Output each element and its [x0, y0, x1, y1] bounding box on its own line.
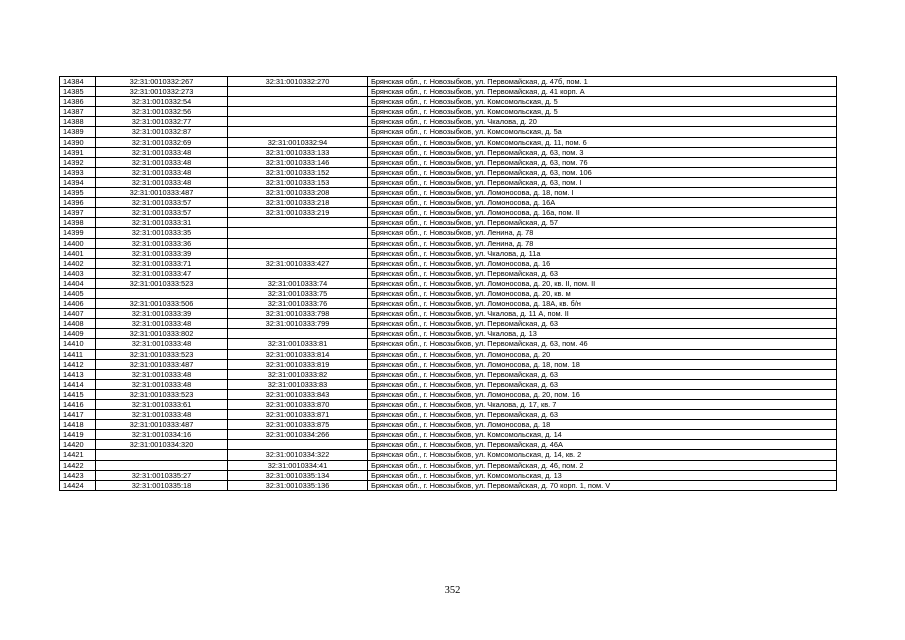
address-cell: Брянская обл., г. Новозыбков, ул. Чкалова, д. 11 А, пом. II [368, 309, 837, 319]
premises-cadastral-number-cell: 32:31:0010333:133 [228, 147, 368, 157]
cadastral-number-cell: 32:31:0010333:487 [96, 420, 228, 430]
premises-cadastral-number-cell: 32:31:0010333:875 [228, 420, 368, 430]
cadastral-number-cell: 32:31:0010333:48 [96, 177, 228, 187]
row-number-cell: 14388 [60, 117, 96, 127]
cadastral-number-cell: 32:31:0010333:48 [96, 339, 228, 349]
cadastral-number-cell: 32:31:0010333:39 [96, 248, 228, 258]
address-cell: Брянская обл., г. Новозыбков, ул. Первомайская, д. 46А [368, 440, 837, 450]
row-number-cell: 14392 [60, 157, 96, 167]
registry-table-body [60, 77, 837, 491]
address-cell: Брянская обл., г. Новозыбков, ул. Комсомольская, д. 5а [368, 127, 837, 137]
cadastral-number-cell: 32:31:0010332:77 [96, 117, 228, 127]
premises-cadastral-number-cell: 32:31:0010334:322 [228, 450, 368, 460]
premises-cadastral-number-cell [228, 127, 368, 137]
row-number-cell: 14421 [60, 450, 96, 460]
address-cell: Брянская обл., г. Новозыбков, ул. Первомайская, д. 63 [368, 268, 837, 278]
table-row [60, 238, 837, 248]
row-number-cell: 14419 [60, 430, 96, 440]
premises-cadastral-number-cell [228, 117, 368, 127]
premises-cadastral-number-cell: 32:31:0010333:798 [228, 309, 368, 319]
address-cell: Брянская обл., г. Новозыбков, ул. Ломоносова, д. 18 [368, 420, 837, 430]
cadastral-number-cell: 32:31:0010333:36 [96, 238, 228, 248]
address-cell: Брянская обл., г. Новозыбков, ул. Ломоносова, д. 18А, кв. б/н [368, 299, 837, 309]
premises-cadastral-number-cell: 32:31:0010333:843 [228, 389, 368, 399]
cadastral-number-cell: 32:31:0010332:273 [96, 87, 228, 97]
row-number-cell: 14415 [60, 389, 96, 399]
table-row [60, 198, 837, 208]
row-number-cell: 14389 [60, 127, 96, 137]
premises-cadastral-number-cell: 32:31:0010333:81 [228, 339, 368, 349]
table-row [60, 420, 837, 430]
cadastral-number-cell [96, 460, 228, 470]
cadastral-number-cell: 32:31:0010333:48 [96, 319, 228, 329]
premises-cadastral-number-cell: 32:31:0010333:218 [228, 198, 368, 208]
cadastral-number-cell: 32:31:0010333:47 [96, 268, 228, 278]
table-row [60, 319, 837, 329]
premises-cadastral-number-cell: 32:31:0010333:146 [228, 157, 368, 167]
premises-cadastral-number-cell: 32:31:0010333:74 [228, 278, 368, 288]
address-cell: Брянская обл., г. Новозыбков, ул. Ломоносова, д. 20, кв. II, пом. II [368, 278, 837, 288]
premises-cadastral-number-cell: 32:31:0010333:819 [228, 359, 368, 369]
premises-cadastral-number-cell [228, 440, 368, 450]
premises-cadastral-number-cell: 32:31:0010332:94 [228, 137, 368, 147]
cadastral-number-cell: 32:31:0010334:320 [96, 440, 228, 450]
row-number-cell: 14412 [60, 359, 96, 369]
address-cell: Брянская обл., г. Новозыбков, ул. Чкалова, д. 20 [368, 117, 837, 127]
row-number-cell: 14424 [60, 480, 96, 490]
row-number-cell: 14391 [60, 147, 96, 157]
row-number-cell: 14407 [60, 309, 96, 319]
cadastral-number-cell: 32:31:0010332:87 [96, 127, 228, 137]
row-number-cell: 14397 [60, 208, 96, 218]
cadastral-number-cell: 32:31:0010333:523 [96, 278, 228, 288]
cadastral-number-cell: 32:31:0010333:48 [96, 410, 228, 420]
row-number-cell: 14385 [60, 87, 96, 97]
address-cell: Брянская обл., г. Новозыбков, ул. Комсомольская, д. 11, пом. 6 [368, 137, 837, 147]
cadastral-number-cell: 32:31:0010333:48 [96, 147, 228, 157]
table-row [60, 107, 837, 117]
table-row [60, 147, 837, 157]
table-row [60, 208, 837, 218]
address-cell: Брянская обл., г. Новозыбков, ул. Первомайская, д. 63, пом. 3 [368, 147, 837, 157]
table-row [60, 97, 837, 107]
cadastral-number-cell: 32:31:0010333:61 [96, 400, 228, 410]
table-row [60, 329, 837, 339]
address-cell: Брянская обл., г. Новозыбков, ул. Первомайская, д. 63, пом. 46 [368, 339, 837, 349]
row-number-cell: 14406 [60, 299, 96, 309]
address-cell: Брянская обл., г. Новозыбков, ул. Ломоносова, д. 16А [368, 198, 837, 208]
row-number-cell: 14395 [60, 188, 96, 198]
address-cell: Брянская обл., г. Новозыбков, ул. Первомайская, д. 63, пом. I [368, 177, 837, 187]
table-row [60, 430, 837, 440]
premises-cadastral-number-cell [228, 329, 368, 339]
premises-cadastral-number-cell: 32:31:0010332:270 [228, 77, 368, 87]
table-row [60, 309, 837, 319]
premises-cadastral-number-cell [228, 97, 368, 107]
row-number-cell: 14399 [60, 228, 96, 238]
address-cell: Брянская обл., г. Новозыбков, ул. Чкалова, д. 13 [368, 329, 837, 339]
row-number-cell: 14409 [60, 329, 96, 339]
table-row [60, 188, 837, 198]
address-cell: Брянская обл., г. Новозыбков, ул. Ломоносова, д. 18, пом. 18 [368, 359, 837, 369]
address-cell: Брянская обл., г. Новозыбков, ул. Первомайская, д. 63 [368, 369, 837, 379]
premises-cadastral-number-cell [228, 107, 368, 117]
address-cell: Брянская обл., г. Новозыбков, ул. Ломоносова, д. 20, пом. 16 [368, 389, 837, 399]
address-cell: Брянская обл., г. Новозыбков, ул. Ленина, д. 78 [368, 238, 837, 248]
address-cell: Брянская обл., г. Новозыбков, ул. Первомайская, д. 63 [368, 319, 837, 329]
row-number-cell: 14404 [60, 278, 96, 288]
address-cell: Брянская обл., г. Новозыбков, ул. Первомайская, д. 63 [368, 410, 837, 420]
cadastral-number-cell: 32:31:0010333:487 [96, 359, 228, 369]
table-row [60, 410, 837, 420]
premises-cadastral-number-cell: 32:31:0010333:427 [228, 258, 368, 268]
cadastral-number-cell: 32:31:0010333:48 [96, 369, 228, 379]
cadastral-number-cell: 32:31:0010332:69 [96, 137, 228, 147]
table-row [60, 299, 837, 309]
table-row [60, 359, 837, 369]
address-cell: Брянская обл., г. Новозыбков, ул. Комсомольская, д. 5 [368, 107, 837, 117]
row-number-cell: 14411 [60, 349, 96, 359]
table-row [60, 248, 837, 258]
address-cell: Брянская обл., г. Новозыбков, ул. Комсомольская, д. 13 [368, 470, 837, 480]
premises-cadastral-number-cell [228, 228, 368, 238]
premises-cadastral-number-cell: 32:31:0010333:75 [228, 288, 368, 298]
cadastral-number-cell: 32:31:0010333:802 [96, 329, 228, 339]
premises-cadastral-number-cell [228, 87, 368, 97]
cadastral-number-cell: 32:31:0010333:523 [96, 349, 228, 359]
row-number-cell: 14414 [60, 379, 96, 389]
premises-cadastral-number-cell: 32:31:0010333:799 [228, 319, 368, 329]
address-cell: Брянская обл., г. Новозыбков, ул. Первомайская, д. 63 [368, 379, 837, 389]
address-cell: Брянская обл., г. Новозыбков, ул. Ломоносова, д. 20, кв. м [368, 288, 837, 298]
premises-cadastral-number-cell: 32:31:0010333:219 [228, 208, 368, 218]
premises-cadastral-number-cell: 32:31:0010333:153 [228, 177, 368, 187]
address-cell: Брянская обл., г. Новозыбков, ул. Чкалова, д. 11а [368, 248, 837, 258]
cadastral-number-cell: 32:31:0010332:54 [96, 97, 228, 107]
cadastral-number-cell: 32:31:0010333:35 [96, 228, 228, 238]
table-row [60, 77, 837, 87]
cadastral-number-cell: 32:31:0010332:56 [96, 107, 228, 117]
table-row [60, 268, 837, 278]
premises-cadastral-number-cell: 32:31:0010334:266 [228, 430, 368, 440]
row-number-cell: 14386 [60, 97, 96, 107]
row-number-cell: 14402 [60, 258, 96, 268]
cadastral-number-cell: 32:31:0010333:523 [96, 389, 228, 399]
row-number-cell: 14423 [60, 470, 96, 480]
premises-cadastral-number-cell [228, 238, 368, 248]
premises-cadastral-number-cell: 32:31:0010333:871 [228, 410, 368, 420]
row-number-cell: 14413 [60, 369, 96, 379]
address-cell: Брянская обл., г. Новозыбков, ул. Ленина, д. 78 [368, 228, 837, 238]
row-number-cell: 14416 [60, 400, 96, 410]
page-number: 352 [444, 585, 461, 596]
address-cell: Брянская обл., г. Новозыбков, ул. Первомайская, д. 63, пом. 76 [368, 157, 837, 167]
row-number-cell: 14384 [60, 77, 96, 87]
table-row [60, 177, 837, 187]
cadastral-number-cell: 32:31:0010333:39 [96, 309, 228, 319]
address-cell: Брянская обл., г. Новозыбков, ул. Комсомольская, д. 14, кв. 2 [368, 450, 837, 460]
address-cell: Брянская обл., г. Новозыбков, ул. Первомайская, д. 46, пом. 2 [368, 460, 837, 470]
address-cell: Брянская обл., г. Новозыбков, ул. Комсомольская, д. 14 [368, 430, 837, 440]
row-number-cell: 14393 [60, 167, 96, 177]
row-number-cell: 14417 [60, 410, 96, 420]
table-row [60, 157, 837, 167]
cadastral-number-cell: 32:31:0010335:18 [96, 480, 228, 490]
row-number-cell: 14403 [60, 268, 96, 278]
premises-cadastral-number-cell: 32:31:0010333:76 [228, 299, 368, 309]
row-number-cell: 14396 [60, 198, 96, 208]
cadastral-number-cell: 32:31:0010333:48 [96, 167, 228, 177]
premises-cadastral-number-cell: 32:31:0010335:136 [228, 480, 368, 490]
table-row [60, 258, 837, 268]
address-cell: Брянская обл., г. Новозыбков, ул. Первомайская, д. 70 корп. 1, пом. V [368, 480, 837, 490]
premises-cadastral-number-cell: 32:31:0010335:134 [228, 470, 368, 480]
cadastral-number-cell: 32:31:0010333:57 [96, 208, 228, 218]
premises-cadastral-number-cell [228, 248, 368, 258]
address-cell: Брянская обл., г. Новозыбков, ул. Ломоносова, д. 20 [368, 349, 837, 359]
table-row [60, 440, 837, 450]
table-row [60, 369, 837, 379]
address-cell: Брянская обл., г. Новозыбков, ул. Ломоносова, д. 16а, пом. II [368, 208, 837, 218]
row-number-cell: 14394 [60, 177, 96, 187]
cadastral-number-cell: 32:31:0010333:48 [96, 379, 228, 389]
row-number-cell: 14405 [60, 288, 96, 298]
table-row [60, 87, 837, 97]
row-number-cell: 14401 [60, 248, 96, 258]
row-number-cell: 14418 [60, 420, 96, 430]
table-row [60, 218, 837, 228]
table-row [60, 127, 837, 137]
registry-table [59, 76, 837, 491]
address-cell: Брянская обл., г. Новозыбков, ул. Комсомольская, д. 5 [368, 97, 837, 107]
row-number-cell: 14400 [60, 238, 96, 248]
address-cell: Брянская обл., г. Новозыбков, ул. Чкалова, д. 17, кв. 7 [368, 400, 837, 410]
row-number-cell: 14387 [60, 107, 96, 117]
cadastral-number-cell: 32:31:0010335:27 [96, 470, 228, 480]
premises-cadastral-number-cell [228, 218, 368, 228]
cadastral-number-cell: 32:31:0010333:48 [96, 157, 228, 167]
premises-cadastral-number-cell: 32:31:0010333:870 [228, 400, 368, 410]
table-row [60, 339, 837, 349]
premises-cadastral-number-cell: 32:31:0010334:41 [228, 460, 368, 470]
table-row [60, 400, 837, 410]
cadastral-number-cell: 32:31:0010332:267 [96, 77, 228, 87]
premises-cadastral-number-cell: 32:31:0010333:82 [228, 369, 368, 379]
table-row [60, 389, 837, 399]
table-row [60, 288, 837, 298]
cadastral-number-cell: 32:31:0010333:506 [96, 299, 228, 309]
cadastral-number-cell [96, 288, 228, 298]
address-cell: Брянская обл., г. Новозыбков, ул. Первомайская, д. 47б, пом. 1 [368, 77, 837, 87]
cadastral-number-cell: 32:31:0010333:57 [96, 198, 228, 208]
address-cell: Брянская обл., г. Новозыбков, ул. Ломоносова, д. 16 [368, 258, 837, 268]
row-number-cell: 14422 [60, 460, 96, 470]
premises-cadastral-number-cell: 32:31:0010333:83 [228, 379, 368, 389]
row-number-cell: 14420 [60, 440, 96, 450]
table-row [60, 137, 837, 147]
address-cell: Брянская обл., г. Новозыбков, ул. Первомайская, д. 41 корп. А [368, 87, 837, 97]
row-number-cell: 14410 [60, 339, 96, 349]
table-row [60, 349, 837, 359]
cadastral-number-cell: 32:31:0010333:487 [96, 188, 228, 198]
cadastral-number-cell: 32:31:0010333:31 [96, 218, 228, 228]
table-row [60, 278, 837, 288]
premises-cadastral-number-cell: 32:31:0010333:208 [228, 188, 368, 198]
table-row [60, 117, 837, 127]
row-number-cell: 14390 [60, 137, 96, 147]
table-row [60, 379, 837, 389]
cadastral-number-cell: 32:31:0010334:16 [96, 430, 228, 440]
row-number-cell: 14408 [60, 319, 96, 329]
table-row [60, 470, 837, 480]
address-cell: Брянская обл., г. Новозыбков, ул. Первомайская, д. 57 [368, 218, 837, 228]
cadastral-number-cell: 32:31:0010333:71 [96, 258, 228, 268]
row-number-cell: 14398 [60, 218, 96, 228]
address-cell: Брянская обл., г. Новозыбков, ул. Первомайская, д. 63, пом. 106 [368, 167, 837, 177]
table-row [60, 480, 837, 490]
address-cell: Брянская обл., г. Новозыбков, ул. Ломоносова, д. 18, пом. I [368, 188, 837, 198]
cadastral-number-cell [96, 450, 228, 460]
premises-cadastral-number-cell: 32:31:0010333:152 [228, 167, 368, 177]
premises-cadastral-number-cell: 32:31:0010333:814 [228, 349, 368, 359]
premises-cadastral-number-cell [228, 268, 368, 278]
table-row [60, 167, 837, 177]
table-row [60, 228, 837, 238]
table-row [60, 450, 837, 460]
table-row [60, 460, 837, 470]
